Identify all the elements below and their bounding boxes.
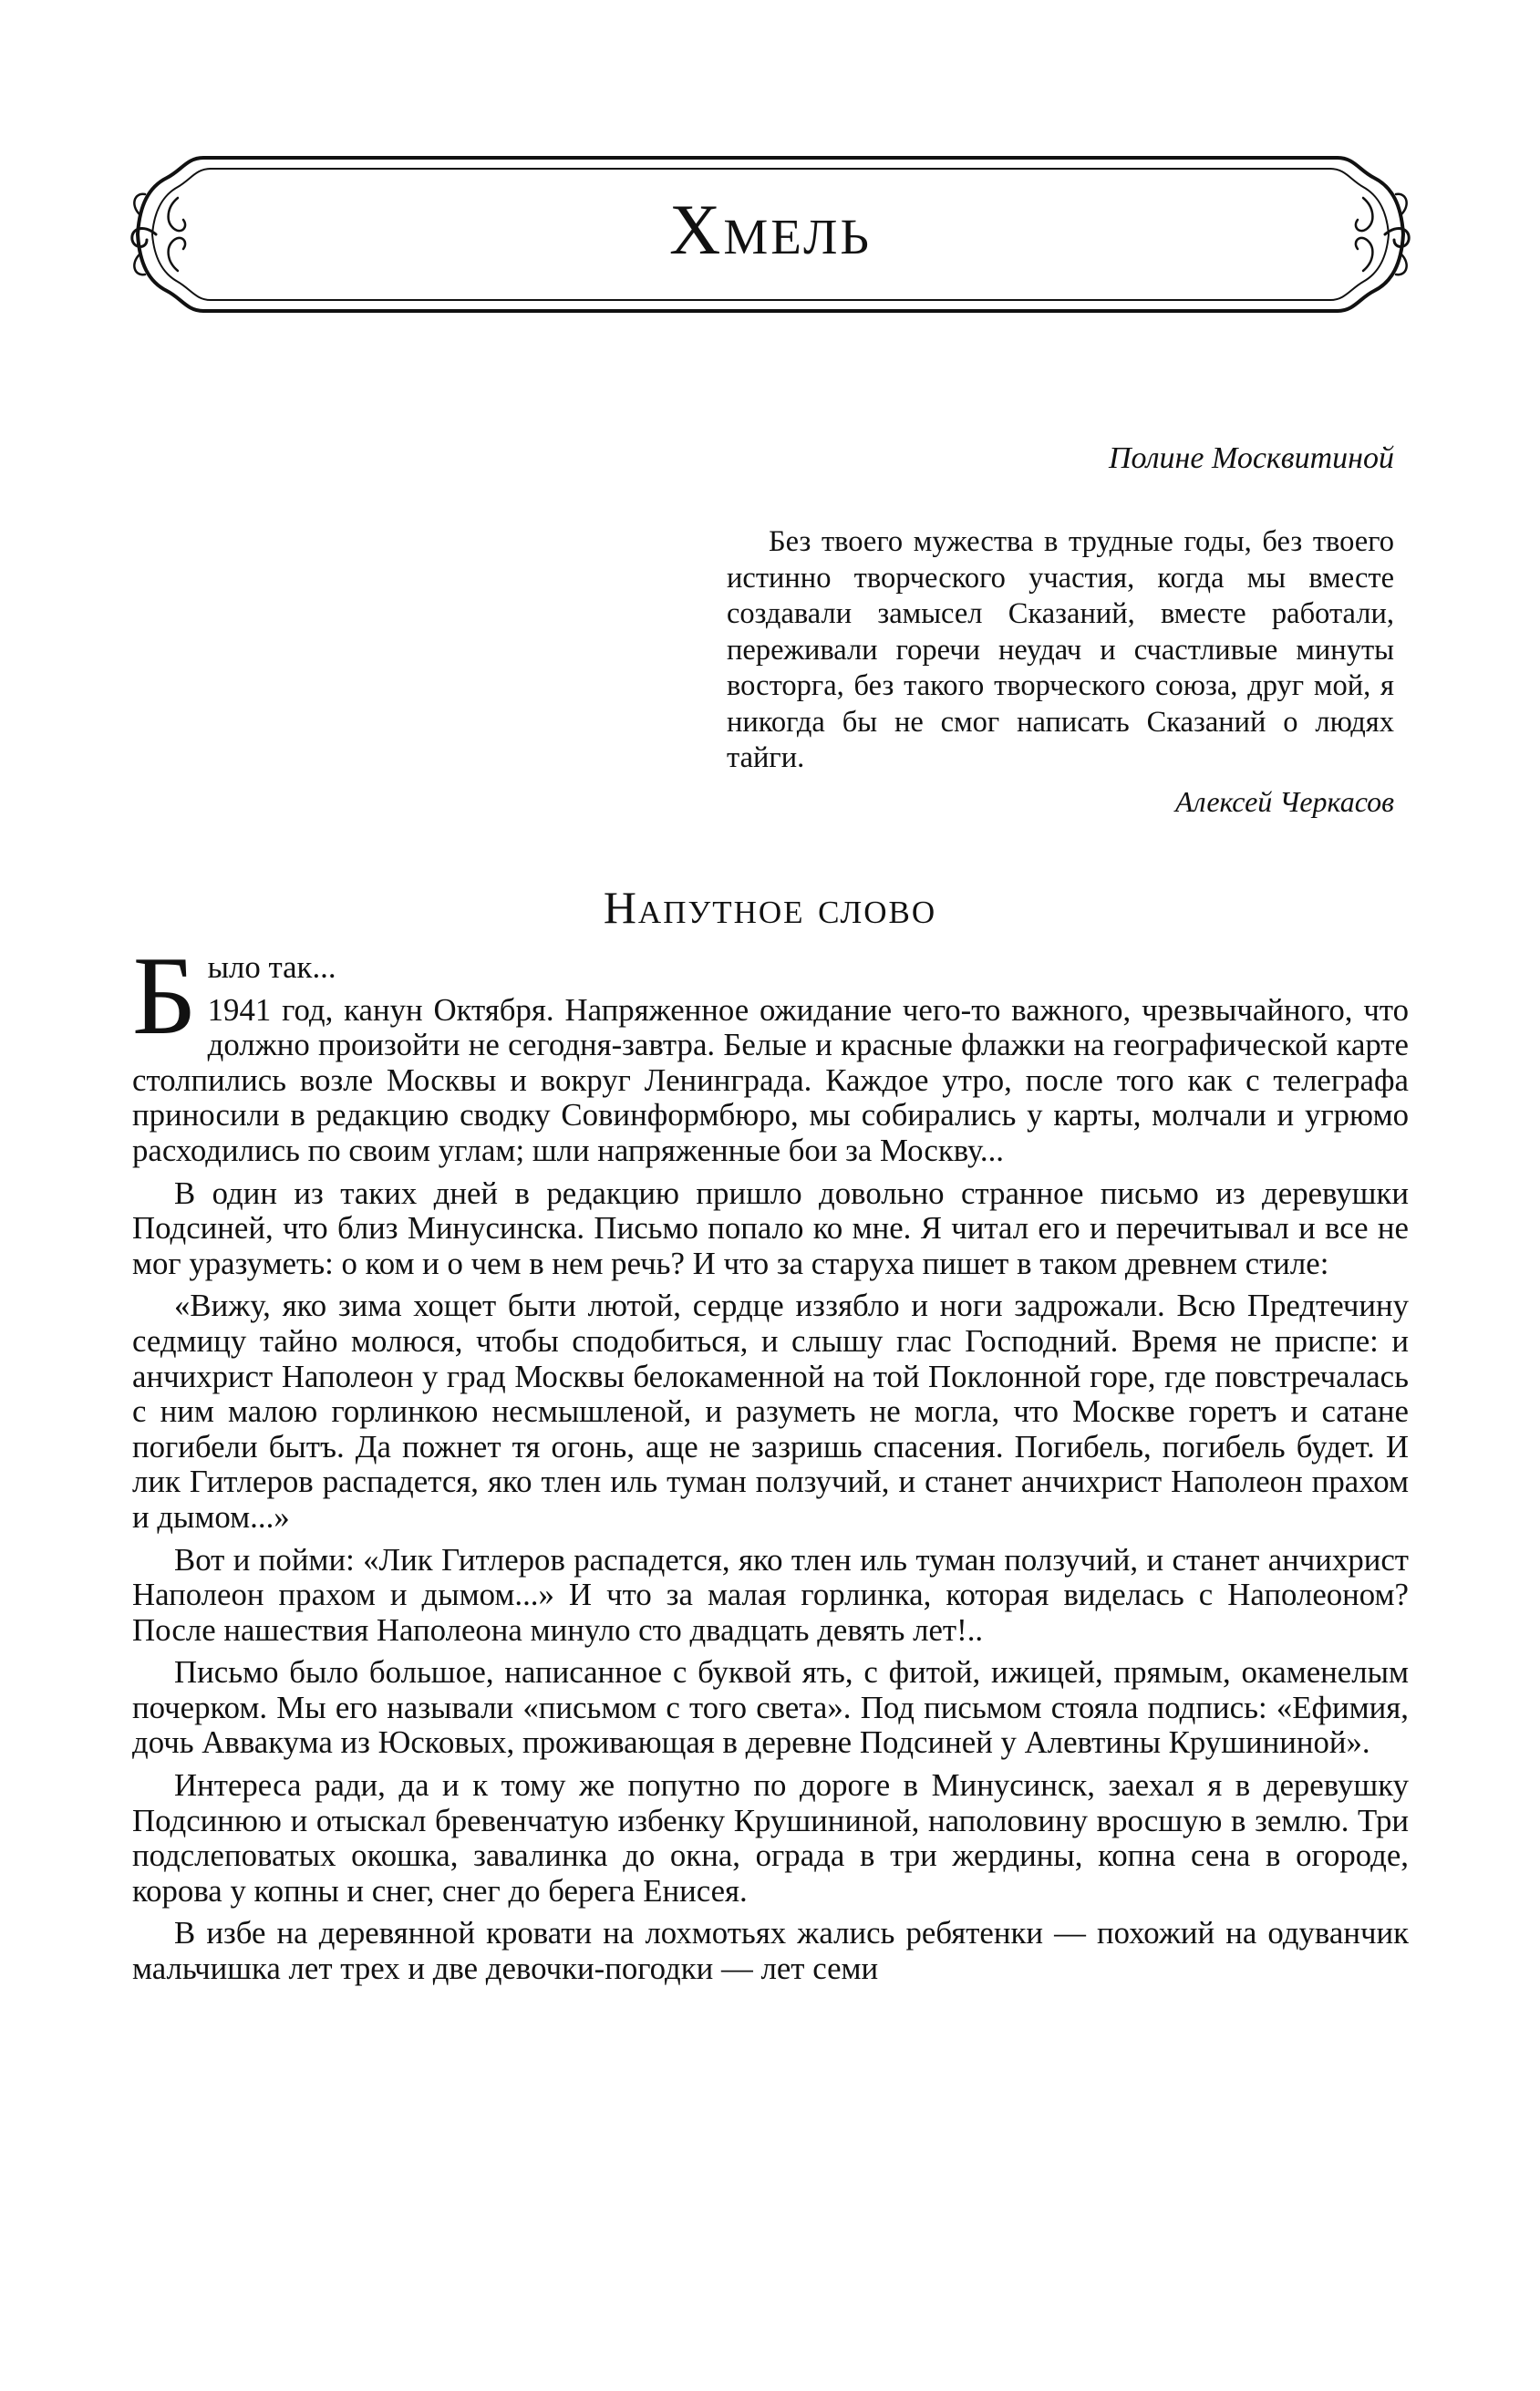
drop-cap: Б [132, 933, 197, 1058]
epigraph [727, 524, 1394, 820]
main-text [132, 933, 1409, 1994]
paragraph: В избе на деревянной кровати на лохмотьях жались ребятенки — похожий на одуванчик мальчишка лет трех и две девочки-погодки — лет семи [132, 1915, 1409, 1987]
paragraph: Письмо было большое, написанное с буквой ять, с фитой, ижицей, прямым, окаменелым почерком. Мы его называли «письмом с того света». Под письмом стояла подпись: «Ефимия, дочь Аввакума из Юсковых, проживающая в деревне Подсиней у Алевтины Крушининой». [132, 1654, 1409, 1761]
paragraph: В один из таких дней в редакцию пришло довольно странное письмо из деревушки Подсиней, что близ Минусинска. Письмо попало ко мне. Я читал его и перечитывал и все не мог уразуметь: о ком и о чем в нем речь? И что за старуха пишет в таком древнем стиле: [132, 1175, 1409, 1281]
paragraph: «Вижу, яко зима хощет быти лютой, сердце иззябло и ноги задрожали. Всю Предтечину седмицу тайно молюся, чтобы сподобиться, и слышу глас Господний. Время не приспе: и анчихрист Наполеон у град Москвы белокаменной на той Поклонной горе, где повстречалась с ним малою горлинкою несмышленой, и разуметь не могла, что Москве горетъ и сатане погибели бытъ. Да пожнет тя огонь, аще не зазришь спасения. Погибель, погибель будет. И лик Гитлеров распадется, яко тлен иль туман ползучий, и станет анчихрист Наполеон прахом и дымом...» [132, 1288, 1409, 1535]
title-ornamental-frame [123, 141, 1418, 328]
paragraph: 1941 год, канун Октября. Напряженное ожидание чего-то важного, чрезвычайного, что должно произойти не сегодня-завтра. Белые и красные флажки на географической карте столпились возле Москвы и вокруг Ленинграда. Каждое утро, после того как с телеграфа приносили в редакцию сводку Совинформбюро, мы собирались у карты, молчали и угрюмо расходились по своим углам; шли напряженные бои за Москву... [132, 991, 1409, 1168]
section-title: Напутное слово [603, 882, 937, 933]
book-title: Хмель [669, 190, 872, 269]
epigraph-author: Алексей Черкасов [1175, 784, 1394, 818]
paragraph: Вот и пойми: «Лик Гитлеров распадется, яко тлен иль туман ползучий, и станет анчихрист Наполеон прахом и дымом...» И что за малая горлинка, которая виделась с Наполеоном? После нашествия Наполеона минуло сто двадцать девять лет!.. [132, 1541, 1409, 1648]
dedication: Полине Москвитиной [1108, 441, 1394, 475]
epigraph-text: Без твоего мужества в трудные годы, без твоего истинно творческого участия, когда мы вместе создавали замысел Сказаний, вместе работали, переживали горечи неудач и счастливые минуты восторга, без такого творческого союза, друг мой, я никогда бы не смог написать Сказаний о людях тайги. [727, 525, 1394, 774]
opening-line: ыло так... [207, 949, 336, 985]
paragraph: Интереса ради, да и к тому же попутно по дороге в Минусинск, заехал я в деревушку Подсинюю и отыскал бревенчатую избенку Крушининой, наполовину вросшую в землю. Три подслеповатых окошка, завалинка до окна, ограда в три жердины, копна сена в огороде, корова у копны и снег, снег до берега Енисея. [132, 1767, 1409, 1909]
